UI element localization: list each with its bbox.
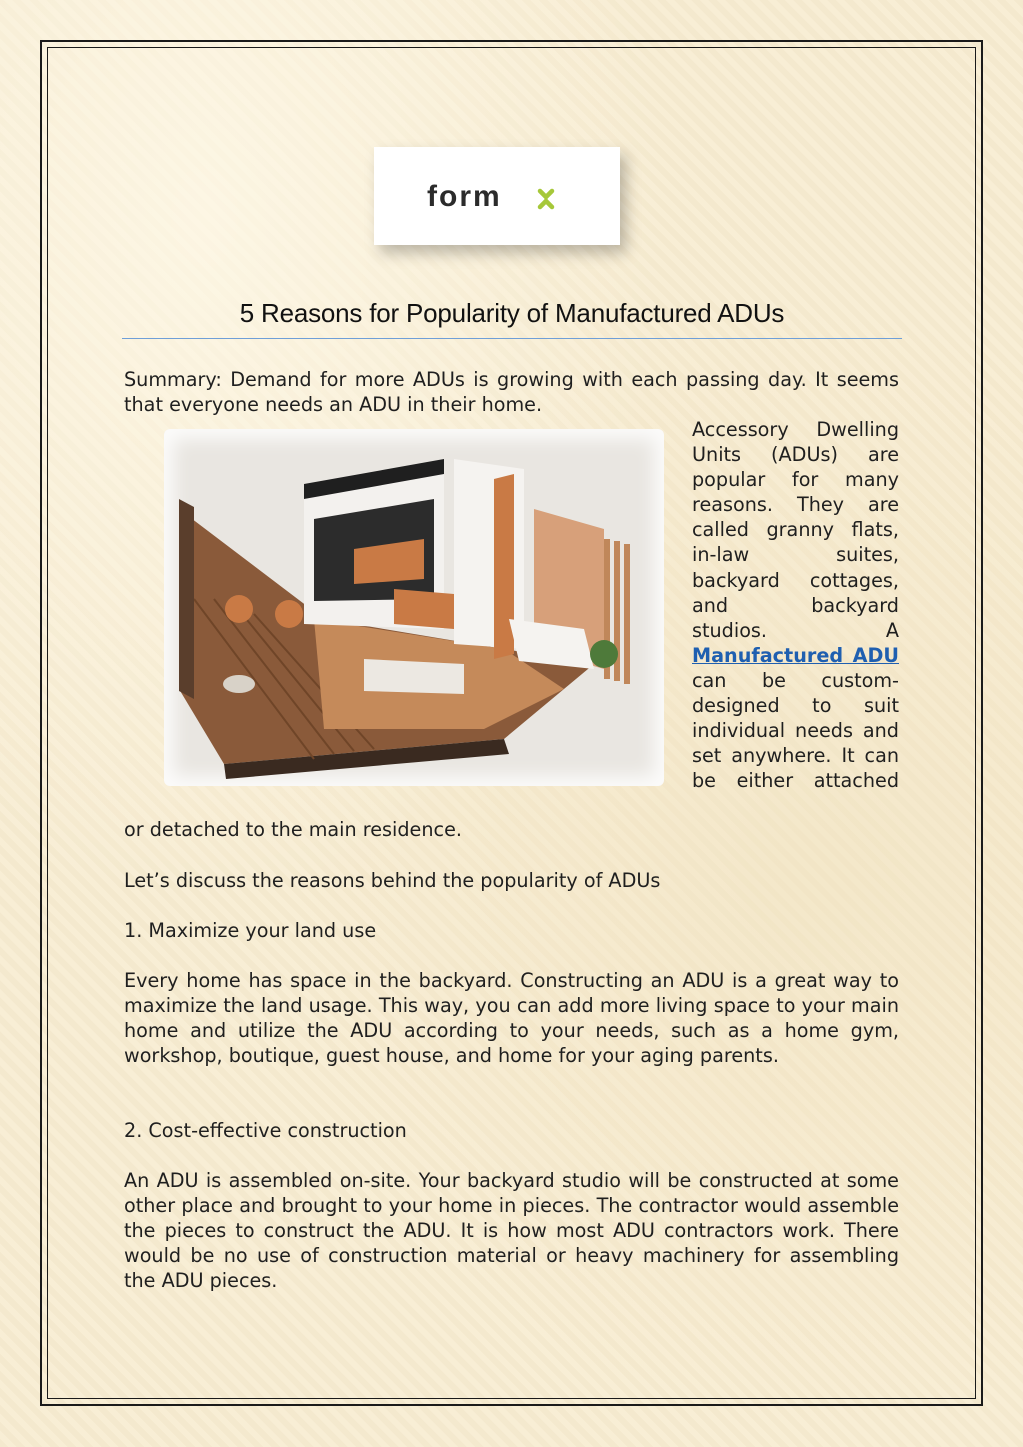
summary-paragraph: Summary: Demand for more ADUs is growing with each passing day. It seems that everyone needs an ADU in their home. [124,368,899,416]
title-underline [122,338,902,339]
adu-cutaway-image [164,429,664,786]
reason-1-heading: 1. Maximize your land use [124,919,377,942]
logo-wordmark: form [427,180,502,213]
chair-shape [225,595,253,623]
intro-paragraph: Let’s discuss the reasons behind the popularity of ADUs [124,869,661,892]
sofa-shape [364,659,464,694]
adu-description-text-b: can be custom-designed to suit individual needs and set anywhere. It can be either attached [692,668,899,793]
adu-description-text-a: Accessory Dwelling Units (ADUs) are popular for many reasons. They are called granny flats, in-law suites, backyard cottages, and backyard studios. A [692,418,899,642]
adu-illustration [164,429,664,786]
adu-description-continuation: or detached to the main residence. [124,818,462,841]
reason-1-body: Every home has space in the backyard. Constructing an ADU is a great way to maximize the land usage. This way, you can add more living space to your main home and utilize the ADU according to your needs, such as a home gym, workshop, boutique, guest house, and home for your aging parents. [124,969,899,1067]
pouf-shape [223,675,255,693]
formx-logo-image [422,176,572,216]
manufactured-adu-link[interactable]: Manufactured ADU [692,643,899,667]
logo-x-mark-icon [540,191,552,207]
reason-2-heading: 2. Cost-effective construction [124,1119,407,1142]
wood-panel-shape [494,474,514,659]
left-wall-shape [179,499,194,699]
plant-shape [590,640,618,668]
page-title: 5 Reasons for Popularity of Manufactured ADUs [239,298,785,328]
reason-2-body: An ADU is assembled on-site. Your backyard studio will be constructed at some other place and brought to your home in pieces. The contractor would assemble the pieces to construct the ADU. It is how most ADU contractors work. There would be no use of construction material or heavy machinery for assembling the ADU pieces. [124,1169,899,1292]
formx-logo [374,147,620,245]
adu-description-paragraph [692,417,899,793]
kitchen-island-shape [394,589,454,629]
chair-shape [275,600,303,628]
